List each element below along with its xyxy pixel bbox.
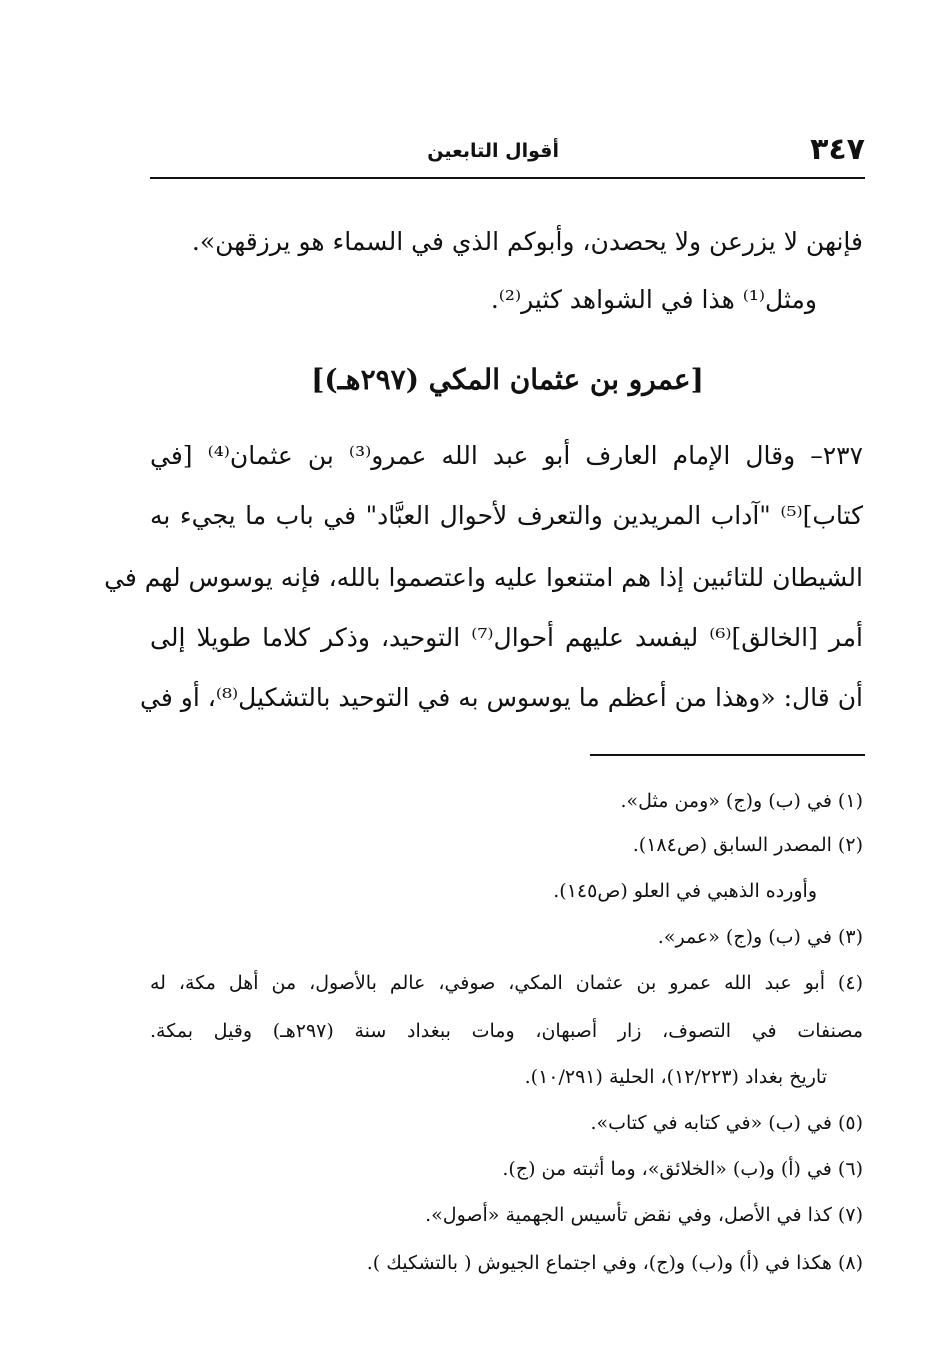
paragraph-line-2: كتاب]⁽⁵⁾ "آداب المريدين والتعرف لأحوال العبَّاد" في باب ما يجيء به — [150, 501, 863, 530]
footnote-7: (٧) كذا في الأصل، وفي نقض تأسيس الجهمية «أصول». — [425, 1204, 863, 1226]
paragraph-line-5: أن قال: «وهذا من أعظم ما يوسوس به في التوحيد بالتشكيل⁽⁸⁾، أو في — [140, 683, 863, 712]
section-heading: [عمرو بن عثمان المكي (٢٩٧هـ)] — [311, 363, 704, 396]
paragraph-line-4: أمر [الخالق]⁽⁶⁾ ليفسد عليهم أحوال⁽⁷⁾ التوحيد، وذكر كلاما طويلا إلى — [150, 623, 863, 652]
footnote-4-line-2: مصنفات في التصوف، زار أصبهان، ومات ببغداد سنة (٢٩٧هـ) وقيل بمكة. — [150, 1020, 863, 1042]
footnote-rule — [590, 754, 865, 756]
footnote-4-line-3: تاريخ بغداد (١٢/٢٢٣)، الحلية (١٠/٢٩١). — [524, 1066, 827, 1088]
body-line-1: فإنهن لا يزرعن ولا يحصدن، وأبوكم الذي في السماء هو يرزقهن». — [191, 227, 863, 256]
header-rule — [150, 177, 865, 179]
footnote-3: (٣) في (ب) و(ج) «عمر». — [657, 926, 863, 948]
footnote-5: (٥) في (ب) «في كتابه في كتاب». — [590, 1112, 863, 1134]
footnote-4-line-1: (٤) أبو عبد الله عمرو بن عثمان المكي، صوفي، عالم بالأصول، من أهل مكة، له — [150, 972, 863, 994]
footnote-2: (٢) المصدر السابق (ص١٨٤). — [632, 834, 863, 856]
body-line-2: ومثل⁽¹⁾ هذا في الشواهد كثير⁽²⁾. — [490, 285, 817, 314]
page-number: ٣٤٧ — [810, 132, 865, 167]
page-header — [150, 130, 865, 178]
paragraph-line-1: ٢٣٧– وقال الإمام العارف أبو عبد الله عمرو⁽³⁾ بن عثمان⁽⁴⁾ [في — [150, 441, 864, 470]
running-title: أقوال التابعين — [427, 140, 559, 162]
footnote-6: (٦) في (أ) و(ب) «الخلائق»، وما أثبته من (ج). — [502, 1158, 863, 1180]
paragraph-line-3: الشيطان للتائبين إذا هم امتنعوا عليه واعتصموا بالله، فإنه يوسوس لهم في — [104, 563, 863, 592]
footnote-8: (٨) هكذا في (أ) و(ب) و(ج)، وفي اجتماع الجيوش ( بالتشكيك ). — [366, 1252, 863, 1274]
footnote-1: (١) في (ب) و(ج) «ومن مثل». — [620, 790, 863, 812]
footnote-2-continued: وأورده الذهبي في العلو (ص١٤٥). — [553, 880, 817, 902]
